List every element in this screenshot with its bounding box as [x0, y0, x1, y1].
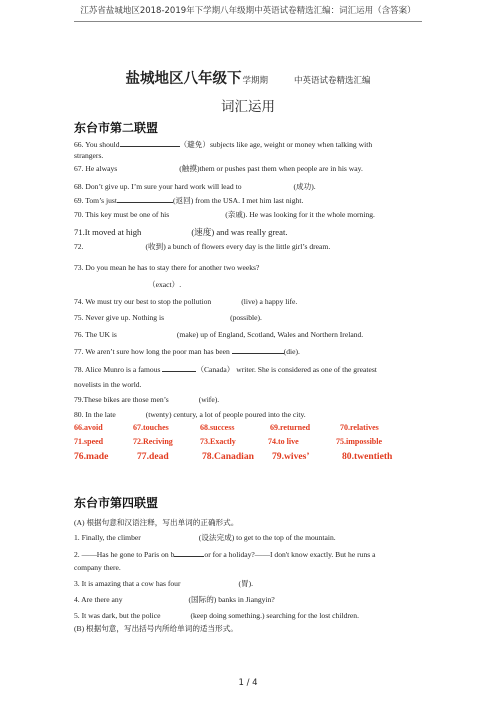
q5-text: 5. It was dark, but the police [74, 611, 161, 620]
q67-text: (触摸)them or pushes past them when people are in his way. [179, 164, 363, 173]
question-3 [74, 578, 424, 589]
q1-text: 1. Finally, the climber [74, 533, 141, 542]
q3-text: 3. It is amazing that a cow has four [74, 579, 181, 588]
q80-text: (twenty) century, a lot of people poured into the city. [145, 410, 306, 419]
q71-text: (速度) and was really great. [191, 227, 288, 237]
answer-68: 68.success [200, 423, 235, 432]
question-75 [74, 312, 424, 323]
answer-blank [117, 195, 173, 203]
q69-text: 69. Tom’s just [74, 196, 117, 205]
question-72 [74, 241, 424, 252]
q74-text: 74. We must try our best to stop the pollution [74, 297, 212, 306]
answer-key [74, 423, 434, 465]
q66-text: （避免）subjects like age, weight or money when talking with [179, 140, 373, 149]
question-80 [74, 409, 424, 420]
q68-text: (成功). [293, 182, 316, 191]
q70-text: (亲戚). He was looking for it the whole morning. [225, 210, 375, 219]
q77-text: 77. We aren’t sure how long the poor man has been [74, 347, 230, 356]
question-77 [74, 346, 424, 357]
answer-72: 72.Reciving [133, 437, 173, 446]
answer-70: 70.relatives [340, 423, 379, 432]
q76-text: (make) up of England, Scotland, Wales and Northern Ireland. [176, 330, 364, 339]
answer-row [74, 437, 434, 451]
q78-text: （Canada） writer. She is considered as one of the greatest [196, 365, 377, 374]
document-subtitle: 词汇运用 [221, 99, 275, 115]
q76-text: 76. The UK is [74, 330, 117, 339]
section-heading-dongtai-4: 东台市第四联盟 [74, 496, 159, 510]
q79-text: (wife). [198, 395, 220, 404]
q78-text: 78. Alice Munro is a famous [74, 365, 161, 374]
answer-blank [120, 139, 180, 147]
question-73-hint: （exact）. [148, 280, 182, 289]
title-main: 盐城地区八年级下 [125, 71, 242, 87]
question-4 [74, 594, 424, 605]
running-header: 江苏省盐城地区2018-2019年下学期八年级期中英语试卷精选汇编：词汇运用（含答案） [80, 6, 416, 16]
question-78 [74, 364, 424, 375]
question-73: 73. Do you mean he has to stay there for another two weeks? [74, 263, 260, 272]
answer-row [74, 451, 434, 465]
q80-text: 80. In the late [74, 410, 116, 419]
question-71 [74, 227, 424, 238]
section-heading-dongtai-2: 东台市第二联盟 [74, 121, 159, 135]
q69-text: (返回) from the USA. I met him last night. [173, 196, 304, 205]
question-67 [74, 163, 424, 174]
answer-blank [162, 364, 196, 372]
answer-67: 67.touches [133, 423, 169, 432]
q70-text: 70. This key must be one of his [74, 210, 170, 219]
question-74 [74, 296, 424, 307]
answer-78: 78.Canadian [202, 451, 254, 462]
q79-text: 79.These bikes are those men’s [74, 395, 169, 404]
q66-text: 66. You should [74, 140, 120, 149]
answer-71: 71.speed [74, 437, 104, 446]
q75-text: 75. Never give up. Nothing is [74, 313, 165, 322]
question-69 [74, 195, 424, 206]
q2-text: 2. ——Has he gone to Paris on b [74, 550, 175, 559]
question-2 [74, 549, 424, 560]
document-title [0, 67, 496, 88]
answer-69: 69.returned [270, 423, 311, 432]
question-78-cont: novelists in the world. [74, 380, 142, 389]
q68-text: 68. Don’t give up. I’m sure your hard work will lead to [74, 182, 242, 191]
question-66-cont: strangers. [74, 151, 104, 160]
answer-75: 75.impossible [336, 437, 383, 446]
q67-text: 67. He always [74, 164, 118, 173]
q4-text: (国际的) banks in Jiangyin? [188, 595, 275, 604]
question-68 [74, 181, 424, 192]
q4-text: 4. Are there any [74, 595, 123, 604]
title-sub: 中英语试卷精选汇编 [294, 76, 371, 86]
q75-text: (possible). [230, 313, 262, 322]
question-66 [74, 139, 424, 150]
q2-text: or for a holiday?——I don't know exactly. But he runs a [204, 550, 376, 559]
answer-76: 76.made [74, 451, 109, 462]
q1-text: (设法完成) to get to the top of the mountain. [198, 533, 336, 542]
answer-77: 77.dead [137, 451, 169, 462]
answer-79: 79.wives’ [272, 451, 310, 462]
page-number: 1 / 4 [238, 678, 258, 688]
question-2-cont: company there. [74, 563, 121, 572]
answer-80: 80.twentieth [342, 451, 393, 462]
question-5 [74, 610, 424, 621]
answer-blank [174, 549, 204, 557]
q72-text: 72. [74, 242, 84, 251]
part-a-instruction: (A) 根据句意和汉语注释，写出单词的正确形式。 [74, 518, 239, 527]
q3-text: (胃). [238, 579, 254, 588]
question-79 [74, 394, 424, 405]
title-term: 学期期 [242, 76, 268, 86]
answer-row [74, 423, 434, 437]
question-76 [74, 329, 424, 340]
q77-text: (die). [283, 347, 300, 356]
question-70 [74, 209, 424, 220]
answer-73: 73.Exactly [200, 437, 236, 446]
q5-text: (keep doing something.) searching for the lost children. [190, 611, 359, 620]
header-rule [74, 21, 422, 22]
part-b-instruction: (B) 根据句意，写出括号内所给单词的适当形式。 [74, 624, 238, 633]
q71-text: 71.It moved at high [74, 227, 142, 237]
answer-blank [232, 346, 284, 354]
answer-74: 74.to live [268, 437, 299, 446]
q72-text: (收到) a bunch of flowers every day is the little girl’s dream. [145, 242, 331, 251]
q74-text: (live) a happy life. [241, 297, 298, 306]
answer-66: 66.avoid [74, 423, 103, 432]
question-1 [74, 532, 424, 543]
